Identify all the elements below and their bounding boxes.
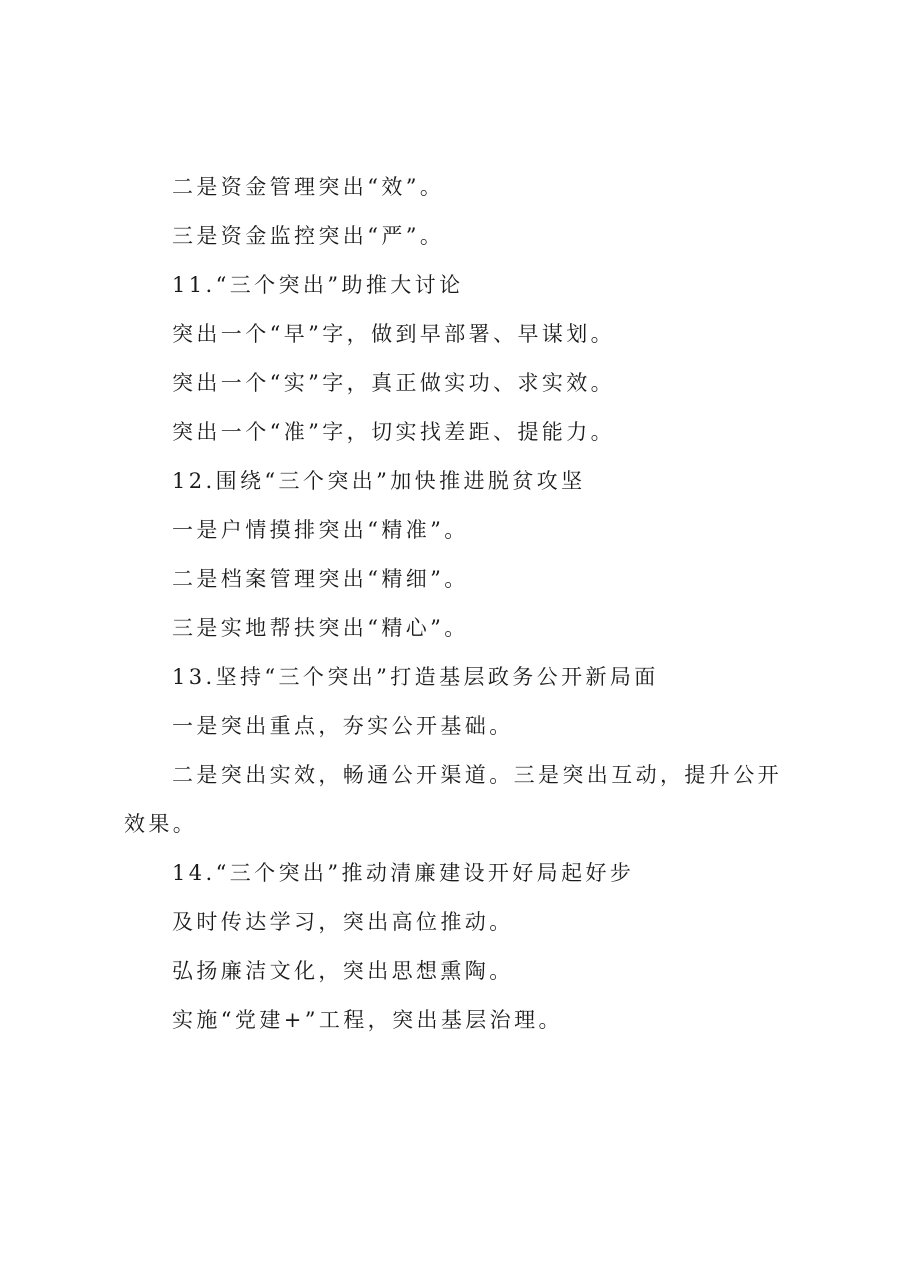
text-line: 弘扬廉洁文化，突出思想熏陶。 — [172, 959, 514, 983]
text-line: 突出一个“准”字，切实找差距、提能力。 — [172, 420, 616, 444]
text-line: 二是资金管理突出“效”。 — [172, 175, 445, 199]
document-body — [124, 163, 784, 1045]
section-heading: 12.围绕“三个突出”加快推进脱贫攻坚 — [172, 469, 586, 493]
text-line: 二是档案管理突出“精细”。 — [172, 567, 469, 591]
text-line: 突出一个“早”字，做到早部署、早谋划。 — [172, 322, 616, 346]
text-line: 一是户情摸排突出“精准”。 — [172, 518, 469, 542]
text-line: 及时传达学习，突出高位推动。 — [172, 910, 514, 934]
text-line: 实施“党建+”工程，突出基层治理。 — [172, 1008, 563, 1032]
section-heading: 13.坚持“三个突出”打造基层政务公开新局面 — [172, 665, 659, 689]
text-line: 三是实地帮扶突出“精心”。 — [172, 616, 469, 640]
section-heading: 14.“三个突出”推动清廉建设开好局起好步 — [172, 861, 635, 885]
text-line: 三是资金监控突出“严”。 — [172, 224, 445, 248]
text-line: 突出一个“实”字，真正做实功、求实效。 — [172, 371, 616, 395]
section-heading: 11.“三个突出”助推大讨论 — [172, 273, 464, 297]
text-paragraph: 二是突出实效，畅通公开渠道。三是突出互动，提升公开效果。 — [124, 763, 782, 836]
text-line: 一是突出重点，夯实公开基础。 — [172, 714, 514, 738]
